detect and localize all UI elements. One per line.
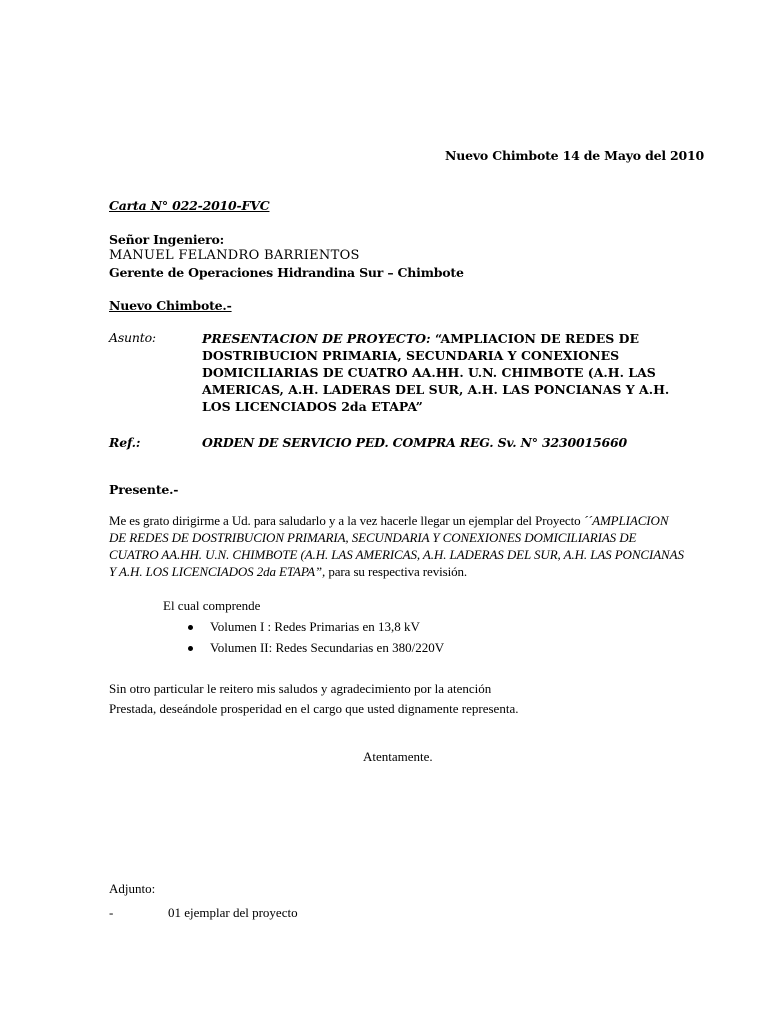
body-paragraph [109,512,684,580]
paragraph-project: ´´AMPLIACION DE REDES DE DOSTRIBUCION PRIMARIA, SECUNDARIA Y CONEXIONES DOMICILIARIAS DE CUATRO AA.HH. U.N. CHIMBOTE (A.H. LAS AMERICAS, A.H. LADERAS DEL SUR, A.H. LAS PONCIANAS Y A.H. LOS LICENCIADOS 2da ETAPA”, [109,513,684,579]
asunto-project: “AMPLIACION DE REDES DE DOSTRIBUCION PRIMARIA, SECUNDARIA Y CONEXIONES DOMICILIARIAS DE CUATRO AA.HH. U.N. CHIMBOTE (A.H. LAS AMERICAS, A.H. LADERAS DEL SUR, A.H. LAS PONCIANAS Y A.H. LOS LICENCIADOS 2da ETAPA” [202,331,670,414]
salutation: Señor Ingeniero: [109,232,225,247]
attachment-dash: - [109,905,114,920]
place-date: Nuevo Chimbote 14 de Mayo del 2010 [445,148,705,163]
asunto-label: Asunto: [109,330,156,345]
recipient-position: Gerente de Operaciones Hidrandina Sur – Chimbote [109,265,464,280]
sign-off: Atentamente. [363,749,433,764]
paragraph-end: para su respectiva revisión. [325,564,468,579]
paragraph-start: Me es grato dirigirme a Ud. para saludarlo y a la vez hacerle llegar un ejemplar del Proyecto [109,513,584,528]
asunto-text [202,330,682,415]
asunto-prefix: PRESENTACION DE PROYECTO: [202,331,431,346]
comprende-text: El cual comprende [163,598,261,613]
ref-label: Ref.: [109,435,141,450]
bullet-icon [188,625,193,630]
closing-line-1: Sin otro particular le reitero mis saludos y agradecimiento por la atención [109,681,492,696]
ref-text: ORDEN DE SERVICIO PED. COMPRA REG. Sv. N° 3230015660 [202,435,627,450]
list-item-volumen-1: Volumen I : Redes Primarias en 13,8 kV [210,619,420,634]
attachments-label: Adjunto: [109,881,156,896]
recipient-city: Nuevo Chimbote.- [109,298,232,313]
attachment-item: 01 ejemplar del proyecto [168,905,298,920]
recipient-name: MANUEL FELANDRO BARRIENTOS [109,248,360,263]
closing-line-2: Prestada, deseándole prosperidad en el cargo que usted dignamente representa. [109,701,519,716]
letter-number: Carta N° 022-2010-FVC [109,198,270,213]
presente: Presente.- [109,482,179,497]
bullet-icon [188,646,193,651]
list-item-volumen-2: Volumen II: Redes Secundarias en 380/220V [210,640,445,655]
